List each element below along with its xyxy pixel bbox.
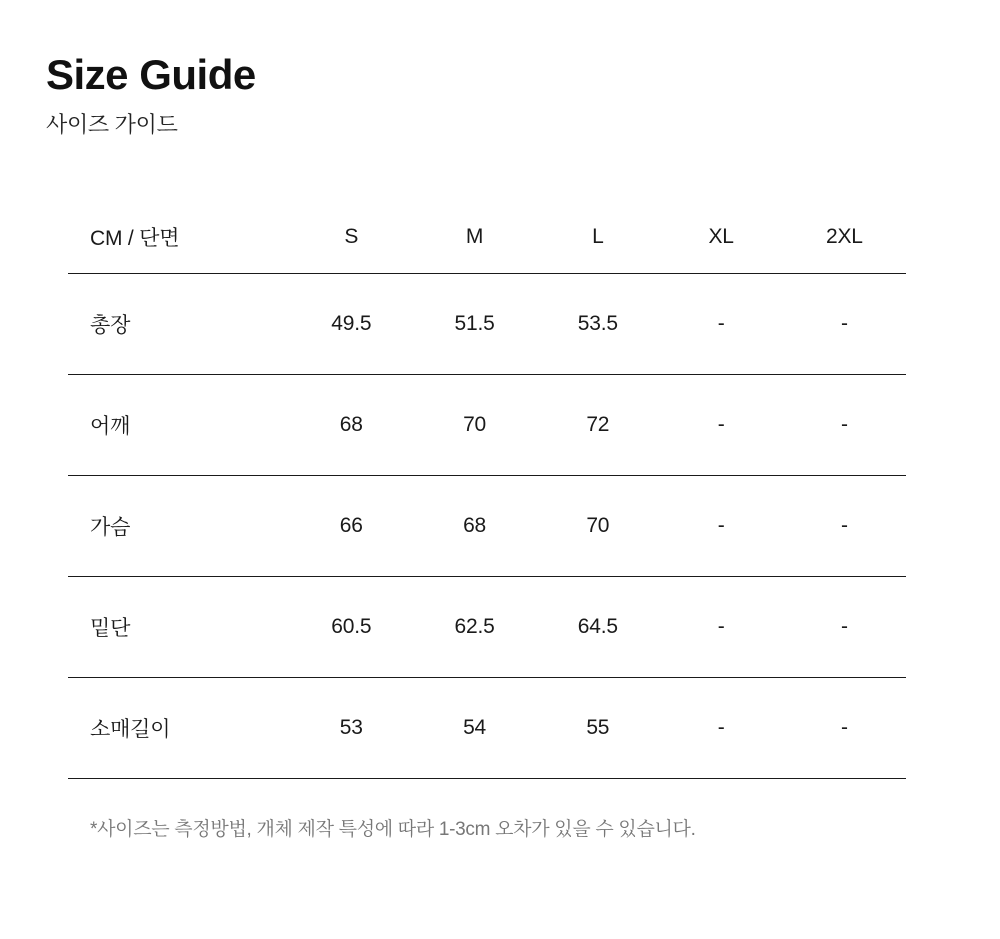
column-header-m: M [465, 225, 484, 249]
table-row [68, 577, 906, 678]
page-subtitle: 사이즈 가이드 [46, 112, 178, 138]
cell-sleeve-length-xl: - [717, 716, 725, 740]
cell-chest-m: 68 [463, 514, 487, 538]
column-header-s: S [344, 225, 359, 249]
column-header-l: L [592, 225, 604, 249]
row-label-shoulder: 어깨 [90, 415, 131, 439]
cell-hem-l: 64.5 [577, 615, 618, 639]
cell-sleeve-length-s: 53 [339, 716, 363, 740]
row-label-hem: 밑단 [90, 617, 131, 641]
row-label-total-length: 총장 [90, 314, 131, 338]
table-row [68, 476, 906, 577]
cell-hem-m: 62.5 [454, 615, 495, 639]
cell-sleeve-length-2xl: - [840, 716, 848, 740]
page-title: Size Guide [46, 51, 256, 98]
cell-chest-s: 66 [339, 514, 363, 538]
cell-shoulder-l: 72 [586, 413, 610, 437]
cell-total-length-xl: - [717, 312, 725, 336]
row-label-sleeve-length: 소매길이 [90, 718, 171, 742]
size-chart-table [68, 201, 906, 779]
cell-shoulder-2xl: - [840, 413, 848, 437]
cell-sleeve-length-l: 55 [586, 716, 610, 740]
cell-hem-2xl: - [840, 615, 848, 639]
cell-chest-2xl: - [840, 514, 848, 538]
cell-hem-s: 60.5 [331, 615, 372, 639]
cell-shoulder-xl: - [717, 413, 725, 437]
table-row [68, 678, 906, 779]
cell-chest-xl: - [717, 514, 725, 538]
cell-total-length-m: 51.5 [454, 312, 495, 336]
cell-total-length-s: 49.5 [331, 312, 372, 336]
row-label-chest: 가슴 [90, 516, 131, 540]
table-row [68, 274, 906, 375]
cell-hem-xl: - [717, 615, 725, 639]
table-row [68, 375, 906, 476]
measurement-disclaimer: *사이즈는 측정방법, 개체 제작 특성에 따라 1-3cm 오차가 있을 수 있습니다. [90, 819, 696, 841]
column-header-xl: XL [708, 225, 734, 249]
table-header [68, 201, 906, 274]
cell-shoulder-m: 70 [463, 413, 487, 437]
cell-sleeve-length-m: 54 [463, 716, 487, 740]
table-header-row [68, 201, 906, 274]
cell-shoulder-s: 68 [339, 413, 363, 437]
cell-total-length-l: 53.5 [577, 312, 618, 336]
cell-chest-l: 70 [586, 514, 610, 538]
column-header-measure: CM / 단면 [90, 227, 180, 251]
column-header-2xl: 2XL [825, 225, 863, 249]
table-body [68, 274, 906, 779]
cell-total-length-2xl: - [840, 312, 848, 336]
